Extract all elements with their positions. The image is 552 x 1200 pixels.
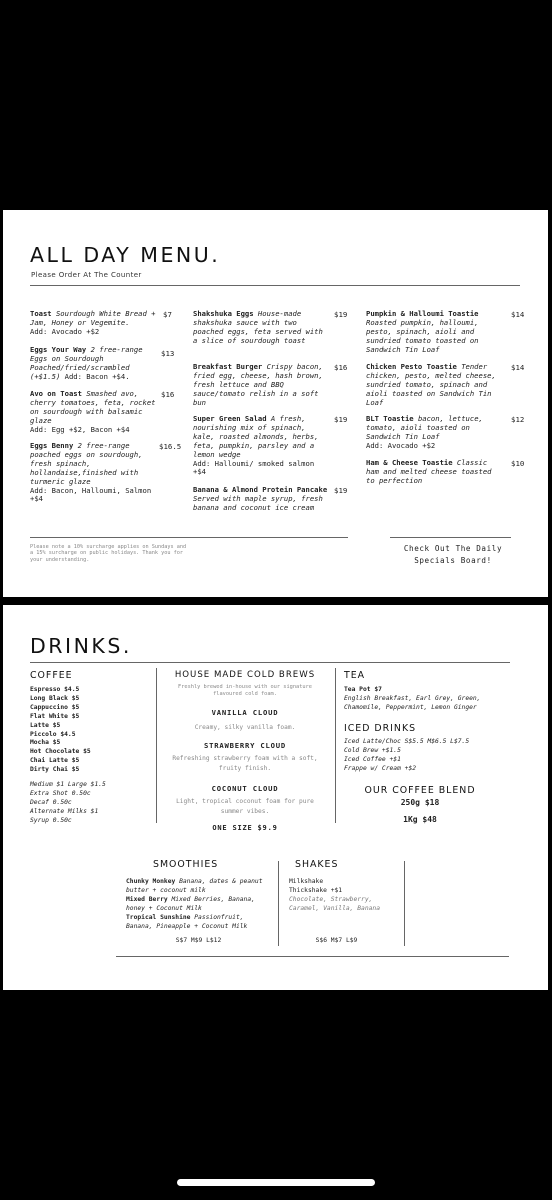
food-menu-card: [3, 210, 548, 597]
menu-item: Banana & Almond Protein Pancake Served with maple syrup, fresh banana and coconut ice cream: [193, 485, 328, 512]
divider: [390, 537, 511, 538]
menu-item: Pumpkin & Halloumi Toastie Roasted pumpkin, halloumi, pesto, spinach, aioli and sundried tomato toasted on Sandwich Tin Loaf: [366, 309, 479, 354]
surcharge-note: Please note a 10% surcharge applies on Sundays and a 15% surcharge on public holidays. Thank you for your understanding.: [30, 544, 187, 563]
cold-brew-name: VANILLA CLOUD: [211, 708, 279, 717]
menu-item: Eggs Your Way 2 free-range Eggs on Sourdough Poached/fried/scrambled (+$1.5) Add: Bacon +$4.: [30, 345, 143, 381]
menu-item: Breakfast Burger Crispy bacon, fried egg, cheese, hash brown, fresh lettuce and BBQ sauce/tomato relish in a soft bun: [193, 362, 323, 407]
cold-brew-desc: Creamy, silky vanilla foam.: [194, 724, 296, 731]
column-divider: [278, 861, 279, 946]
tea-heading: TEA: [344, 670, 366, 681]
coffee-extras: Medium $1 Large $1.5 Extra Shot 0.50c Decaf 0.50c Alternate Milks $1 Syrup 0.50c: [30, 781, 106, 824]
smoothies-heading: SMOOTHIES: [153, 859, 219, 870]
tea-varieties: English Breakfast, Earl Grey, Green, Chamomile, Peppermint, Lemon Ginger: [344, 695, 481, 711]
menu-item: Avo on Toast Smashed avo, cherry tomatoes, feta, rocket on sourdough with balsamic glaze Add: Egg +$2, Bacon +$4: [30, 389, 156, 434]
cold-brews-intro: Freshly brewed in-house with our signature flavoured cold foam.: [178, 684, 312, 697]
food-menu-title: ALL DAY MENU.: [30, 243, 221, 267]
divider: [116, 956, 509, 957]
column-divider: [156, 668, 157, 823]
coffee-blend-1kg: 1Kg $48: [403, 815, 437, 824]
item-price: $19: [334, 310, 348, 319]
specials-note: Check Out The Daily Specials Board!: [403, 544, 503, 565]
menu-item: Toast Sourdough White Bread + Jam, Honey or Vegemite. Add: Avocado +$2: [30, 309, 156, 336]
food-menu-subtitle: Please Order At The Counter: [31, 271, 142, 279]
menu-item: Super Green Salad A fresh, nourishing mix of spinach, kale, roasted almonds, herbs, feta, pumpkin, parsley and a lemon wedge Add: Halloumi/ smoked salmon +$4: [193, 414, 319, 477]
cold-brew-name: STRAWBERRY CLOUD: [203, 741, 287, 750]
cold-brews-heading: HOUSE MADE COLD BREWS: [174, 670, 316, 680]
item-price: $16: [334, 363, 348, 372]
item-price: $16: [161, 390, 175, 399]
item-price: $10: [511, 459, 525, 468]
coffee-heading: COFFEE: [30, 670, 73, 681]
item-price: $19: [334, 486, 348, 495]
cold-brew-size: ONE SIZE $9.9: [212, 824, 278, 832]
divider: [30, 662, 510, 663]
menu-item: Chicken Pesto Toastie Tender chicken, pesto, melted cheese, sundried tomato, spinach and aioli toasted on Sandwich Tin Loaf: [366, 362, 496, 407]
smoothies-prices: S$7 M$9 L$12: [175, 937, 222, 944]
item-price: $16.5: [159, 442, 182, 451]
iced-drinks-heading: ICED DRINKS: [344, 723, 417, 734]
shakes-heading: SHAKES: [295, 859, 339, 870]
home-indicator[interactable]: [177, 1179, 375, 1186]
item-price: $19: [334, 415, 348, 424]
shakes-list: Milkshake Thickshake +$1 Chocolate, Strawberry, Caramel, Vanilla, Banana: [289, 878, 380, 912]
menu-item: Eggs Benny 2 free-range poached eggs on sourdough, fresh spinach, hollandaise,finished with turmeric glaze Add: Bacon, Halloumi, Salmon +$4: [30, 441, 152, 504]
coffee-blend-heading: OUR COFFEE BLEND: [364, 785, 476, 796]
cold-brew-name: COCONUT CLOUD: [211, 784, 279, 793]
divider: [30, 285, 520, 286]
shakes-prices: S$6 M$7 L$9: [315, 937, 358, 944]
item-price: $12: [511, 415, 525, 424]
drinks-menu-title: DRINKS.: [30, 634, 132, 658]
iced-drinks-list: Iced Latte/Choc S$5.5 M$6.5 L$7.5 Cold Brew +$1.5 Iced Coffee +$1 Frappe w/ Cream +$2: [344, 738, 470, 772]
drinks-menu-card: [3, 605, 548, 990]
column-divider: [404, 861, 405, 946]
item-price: $14: [511, 310, 525, 319]
divider: [30, 537, 348, 538]
smoothies-list: Chunky Monkey Banana, dates & peanut butter + coconut milk Mixed Berry Mixed Berries, Banana, honey + Coconut Milk Tropical Sunshine Passionfruit, Banana, Pineapple + Coconut Milk: [126, 878, 263, 930]
item-price: $7: [163, 310, 172, 319]
menu-item: Ham & Cheese Toastie Classic ham and melted cheese toasted to perfection: [366, 458, 492, 485]
column-divider: [335, 668, 336, 823]
cold-brew-desc: Light, tropical coconut foam for pure summer vibes.: [176, 798, 314, 815]
coffee-list: Espresso $4.5 Long Black $5 Cappuccino $5 Flat White $5 Latte $5 Piccolo $4.5 Mocha $5 Hot Chocolate $5 Chai Latte $5 Dirty Chai $5: [30, 686, 91, 774]
menu-item: Shakshuka Eggs House-made shakshuka sauce with two poached eggs, feta served with a slice of sourdough toast: [193, 309, 323, 345]
cold-brew-desc: Refreshing strawberry foam with a soft, fruity finish.: [172, 755, 318, 772]
item-price: $14: [511, 363, 525, 372]
menu-item: BLT Toastie bacon, lettuce, tomato, aioli toasted on Sandwich Tin Loaf Add: Avocado +$2: [366, 414, 483, 450]
tea-pot-price: Tea Pot $7: [344, 686, 382, 693]
item-price: $13: [161, 349, 175, 358]
coffee-blend-250g: 250g $18: [400, 798, 440, 807]
